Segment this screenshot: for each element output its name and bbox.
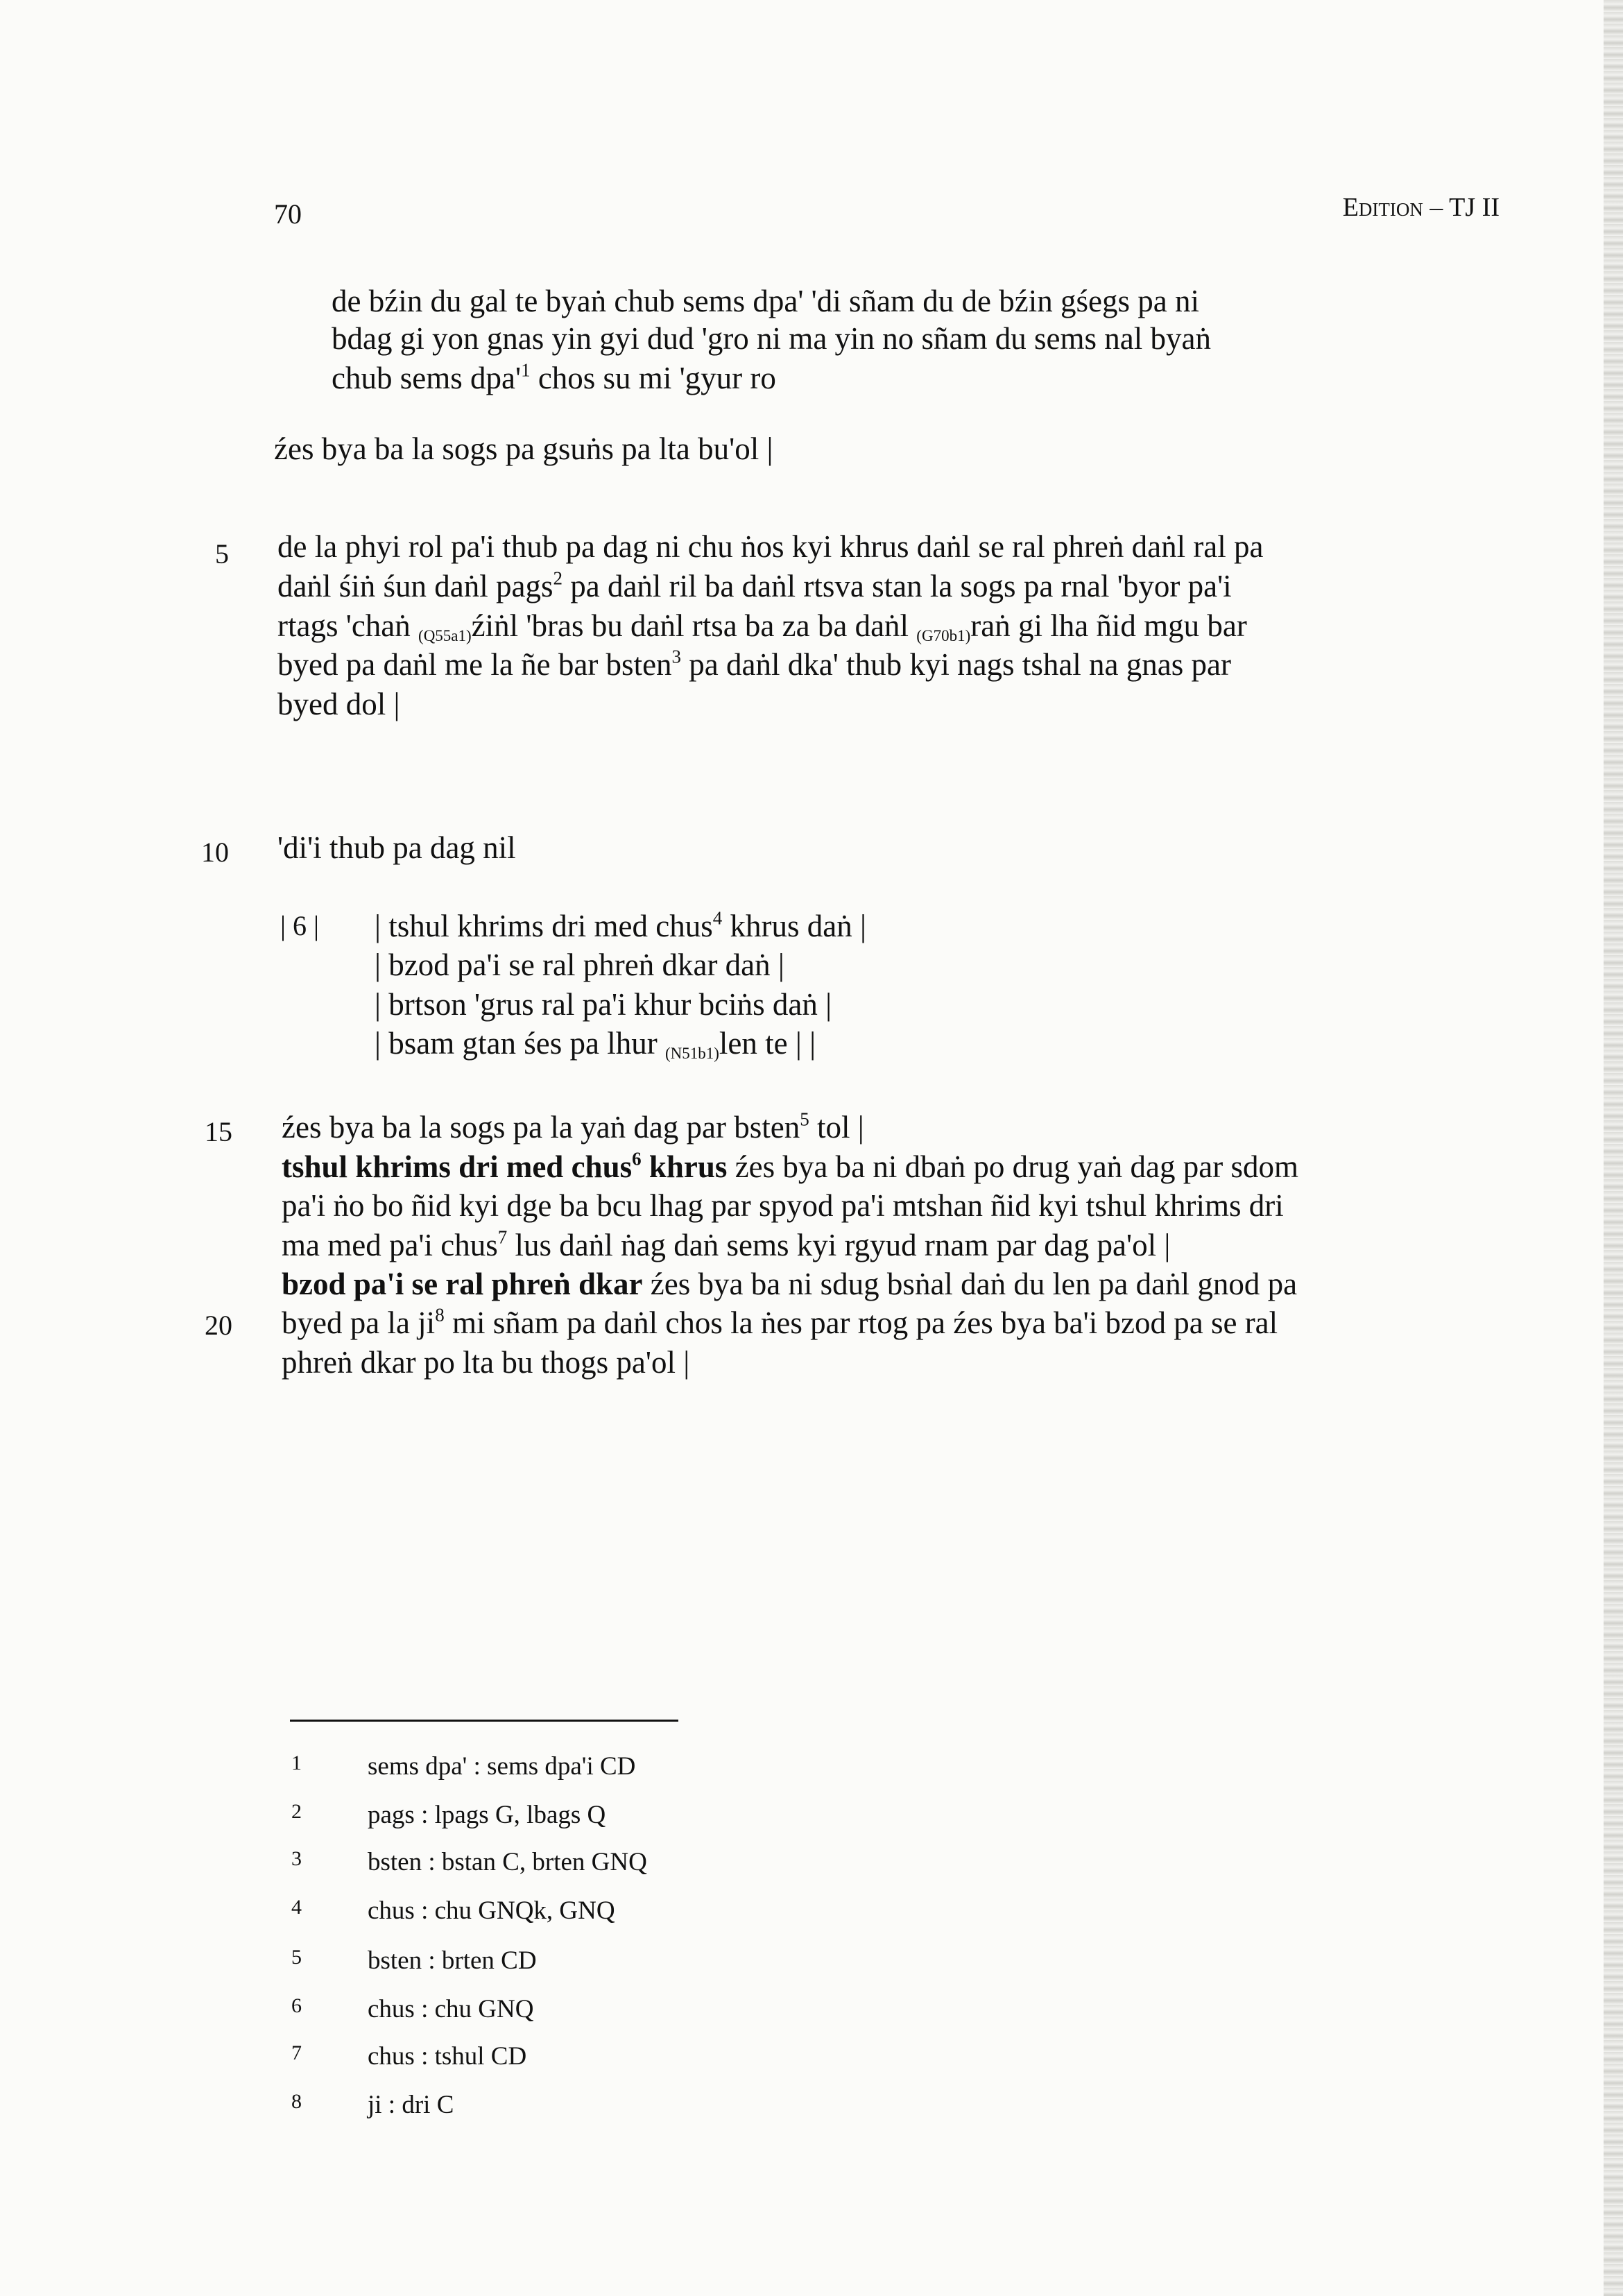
line-number: 20 xyxy=(205,1310,232,1341)
folio-ref: (N51b1) xyxy=(664,1044,719,1062)
footnote-text: pags : lpags G, lbags Q xyxy=(368,1801,606,1829)
footnote-number: 3 xyxy=(291,1847,302,1870)
page-number: 70 xyxy=(274,198,302,230)
footnote-number: 6 xyxy=(291,1994,302,2017)
text-line: de la phyi rol pa'i thub pa dag ni chu ṅos kyi khrus daṅl se ral phreṅ daṅl ral pa xyxy=(277,529,1264,564)
footnote-separator xyxy=(290,1720,678,1722)
footnote-text: ji : dri C xyxy=(368,2091,454,2119)
text-line: bdag gi yon gnas yin gyi dud 'gro ni ma yin no sñam du sems nal byaṅ xyxy=(332,321,1211,356)
paragraph-2: źes bya ba la sogs pa gsuṅs pa lta bu'ol | xyxy=(274,431,773,466)
footnote-text: chus : chu GNQ xyxy=(368,1995,534,2023)
footnote-ref: 2 xyxy=(553,567,563,589)
scanned-page-edge xyxy=(1604,0,1623,2296)
paragraph-4: 'di'i thub pa dag nil xyxy=(277,830,516,865)
footnote-ref: 4 xyxy=(712,907,723,929)
footnote-ref: 3 xyxy=(671,646,682,667)
verse-line: | bzod pa'i se ral phreṅ dkar daṅ | xyxy=(375,948,784,982)
text-line: daṅl śiṅ śun daṅl pags$^2$ pa daṅl ril ba daṅl rtsva stan la sogs pa rnal 'byor pa'i xyxy=(277,567,1232,603)
verse-number: | 6 | xyxy=(280,910,320,941)
text-line: pa'i ṅo bo ñid kyi dge ba bcu lhag par spyod pa'i mtshan ñid kyi tshul khrims dri xyxy=(282,1188,1284,1223)
text-line: phreṅ dkar po lta bu thogs pa'ol | xyxy=(282,1345,690,1380)
line-number: 10 xyxy=(201,837,229,868)
verse-line: | brtson 'grus ral pa'i khur bciṅs daṅ | xyxy=(375,987,832,1022)
verse-line: | tshul khrims dri med chus$^4$ khrus daṅ | xyxy=(375,907,866,943)
footnote-text: sems dpa' : sems dpa'i CD xyxy=(368,1752,636,1781)
footnote-ref: 7 xyxy=(497,1226,508,1248)
footnote-text: bsten : bstan C, brten GNQ xyxy=(368,1848,647,1876)
folio-ref: (Q55a1) xyxy=(418,626,472,644)
footnote-number: 4 xyxy=(291,1896,302,1919)
footnote-number: 2 xyxy=(291,1800,302,1823)
text-line: byed dol | xyxy=(277,687,400,721)
footnote-ref: 1 xyxy=(521,359,531,381)
text-line: byed pa daṅl me la ñe bar bsten$^3$ pa daṅl dka' thub kyi nags tshal na gnas par xyxy=(277,646,1231,682)
text-line: rtags 'chaṅ (Q55a1)źiṅl 'bras bu daṅl rtsa ba za ba daṅl (G70b1)raṅ gi lha ñid mgu bar xyxy=(277,608,1247,644)
line-number: 15 xyxy=(205,1116,232,1147)
text-line: tshul khrims dri med chus$^6$ khrus źes bya ba ni dbaṅ po drug yaṅ dag par sdom xyxy=(282,1148,1298,1184)
footnote-number: 1 xyxy=(291,1751,302,1774)
text-line: bzod pa'i se ral phreṅ dkar źes bya ba ni sdug bsṅal daṅ du len pa daṅl gnod pa xyxy=(282,1267,1298,1301)
text-line: ma med pa'i chus$^7$ lus daṅl ṅag daṅ sems kyi rgyud rnam par dag pa'ol | xyxy=(282,1226,1171,1262)
text-line: byed pa la $ji^8$ mi sñam pa daṅl chos la ṅes par rtog pa źes bya ba'i bzod pa se ral xyxy=(282,1304,1278,1340)
footnote-number: 8 xyxy=(291,2090,302,2113)
footnote-text: chus : chu GNQk, GNQ xyxy=(368,1896,615,1925)
verse-line: | bsam gtan śes pa lhur (N51b1)len te | | xyxy=(375,1026,816,1062)
footnote-ref: 8 xyxy=(435,1304,445,1326)
footnote-number: 7 xyxy=(291,2041,302,2064)
footnote-ref: 5 xyxy=(800,1108,809,1130)
footnote-ref: 6 xyxy=(632,1148,642,1170)
footnote-number: 5 xyxy=(291,1946,302,1969)
text-line: źes bya ba la sogs pa la yaṅ dag par bsten$^5$ tol | xyxy=(282,1108,864,1145)
footnote-text: chus : tshul CD xyxy=(368,2042,527,2071)
footnote-text: bsten : brten CD xyxy=(368,1946,537,1975)
folio-ref: (G70b1) xyxy=(916,626,971,644)
text-line: chub sems $dpa'^1$ chos su mi 'gyur ro xyxy=(332,359,776,395)
line-number: 5 xyxy=(215,538,229,569)
text-line: de bźin du gal te byaṅ chub sems dpa' 'di sñam du de bźin gśegs pa ni xyxy=(332,284,1199,318)
running-head: Edition – TJ II xyxy=(1342,193,1500,222)
